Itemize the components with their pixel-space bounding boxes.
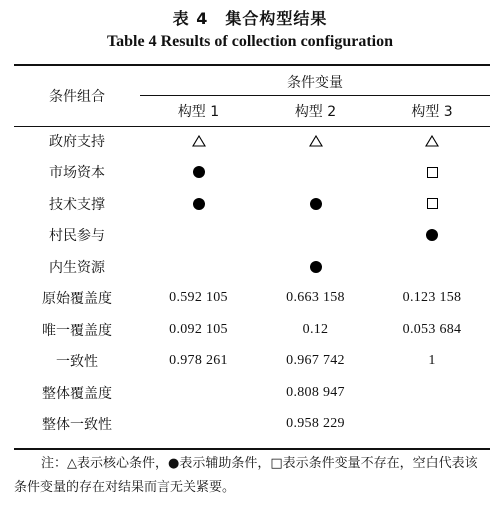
value-cell: 0.592 105 — [169, 290, 228, 306]
core-condition-triangle-icon — [374, 125, 490, 157]
value-cell: 0.053 684 — [402, 321, 462, 337]
row-label: 村民参与 — [49, 228, 105, 245]
value-cell: 0.978 261 — [169, 353, 228, 369]
value-cell: 0.12 — [302, 321, 329, 337]
auxiliary-condition-dot-icon — [257, 188, 374, 220]
value-cell: 0.808 947 — [286, 384, 345, 400]
row-label: 市场资本 — [49, 165, 105, 182]
row-label: 内生资源 — [49, 259, 105, 276]
row-label: 政府支持 — [49, 133, 105, 150]
table-title-en: Table 4 Results of collection configuration — [106, 33, 394, 50]
auxiliary-condition-dot-icon — [257, 251, 374, 283]
value-cell: 0.958 229 — [286, 416, 345, 432]
empty-cell — [374, 409, 490, 441]
column-header-config-3: 构型 3 — [411, 103, 453, 120]
auxiliary-condition-dot-icon — [140, 188, 257, 220]
auxiliary-condition-dot-icon — [140, 157, 257, 189]
table-row — [14, 314, 490, 346]
empty-cell — [374, 251, 490, 283]
empty-cell — [257, 157, 374, 189]
row-label: 整体覆盖度 — [42, 385, 112, 402]
configuration-table — [14, 67, 490, 440]
table-row — [14, 157, 490, 189]
table-row — [14, 377, 490, 409]
row-label: 技术支撑 — [49, 196, 105, 213]
value-cell: 0.123 158 — [402, 290, 462, 306]
top-rule — [14, 64, 490, 66]
absent-condition-square-icon — [374, 157, 490, 189]
row-label: 一致性 — [56, 354, 98, 371]
empty-cell — [140, 409, 257, 441]
value-cell: 0.663 158 — [286, 290, 345, 306]
value-cell: 0.092 105 — [169, 321, 228, 337]
table-row — [14, 125, 490, 157]
table-row — [14, 251, 490, 283]
table-row — [14, 283, 490, 315]
column-header-config-2: 构型 2 — [294, 103, 337, 120]
row-label: 唯一覆盖度 — [42, 322, 112, 339]
core-condition-triangle-icon — [140, 125, 257, 157]
table-row — [14, 220, 490, 252]
column-group-label: 条件变量 — [287, 74, 344, 91]
auxiliary-condition-dot-icon — [374, 220, 490, 252]
row-label: 整体一致性 — [42, 417, 112, 434]
value-cell: 1 — [428, 353, 436, 369]
value-cell: 0.967 742 — [286, 353, 345, 369]
row-label: 原始覆盖度 — [42, 291, 112, 308]
empty-cell — [140, 251, 257, 283]
table-row — [14, 409, 490, 441]
empty-cell — [140, 220, 257, 252]
table-title-cn: 表 4 集合构型结果 — [172, 9, 328, 28]
column-header-config-1: 构型 1 — [177, 103, 220, 120]
table-row — [14, 346, 490, 378]
row-header-label: 条件组合 — [49, 89, 105, 105]
table-note: 注：△表示核心条件，●表示辅助条件，□表示条件变量不存在，空白代表该条件变量的存在对结果而言无关紧要。 — [14, 456, 478, 495]
bottom-rule — [14, 448, 490, 450]
empty-cell — [374, 377, 490, 409]
table-row — [14, 188, 490, 220]
empty-cell — [257, 220, 374, 252]
empty-cell — [140, 377, 257, 409]
absent-condition-square-icon — [374, 188, 490, 220]
core-condition-triangle-icon — [257, 125, 374, 157]
